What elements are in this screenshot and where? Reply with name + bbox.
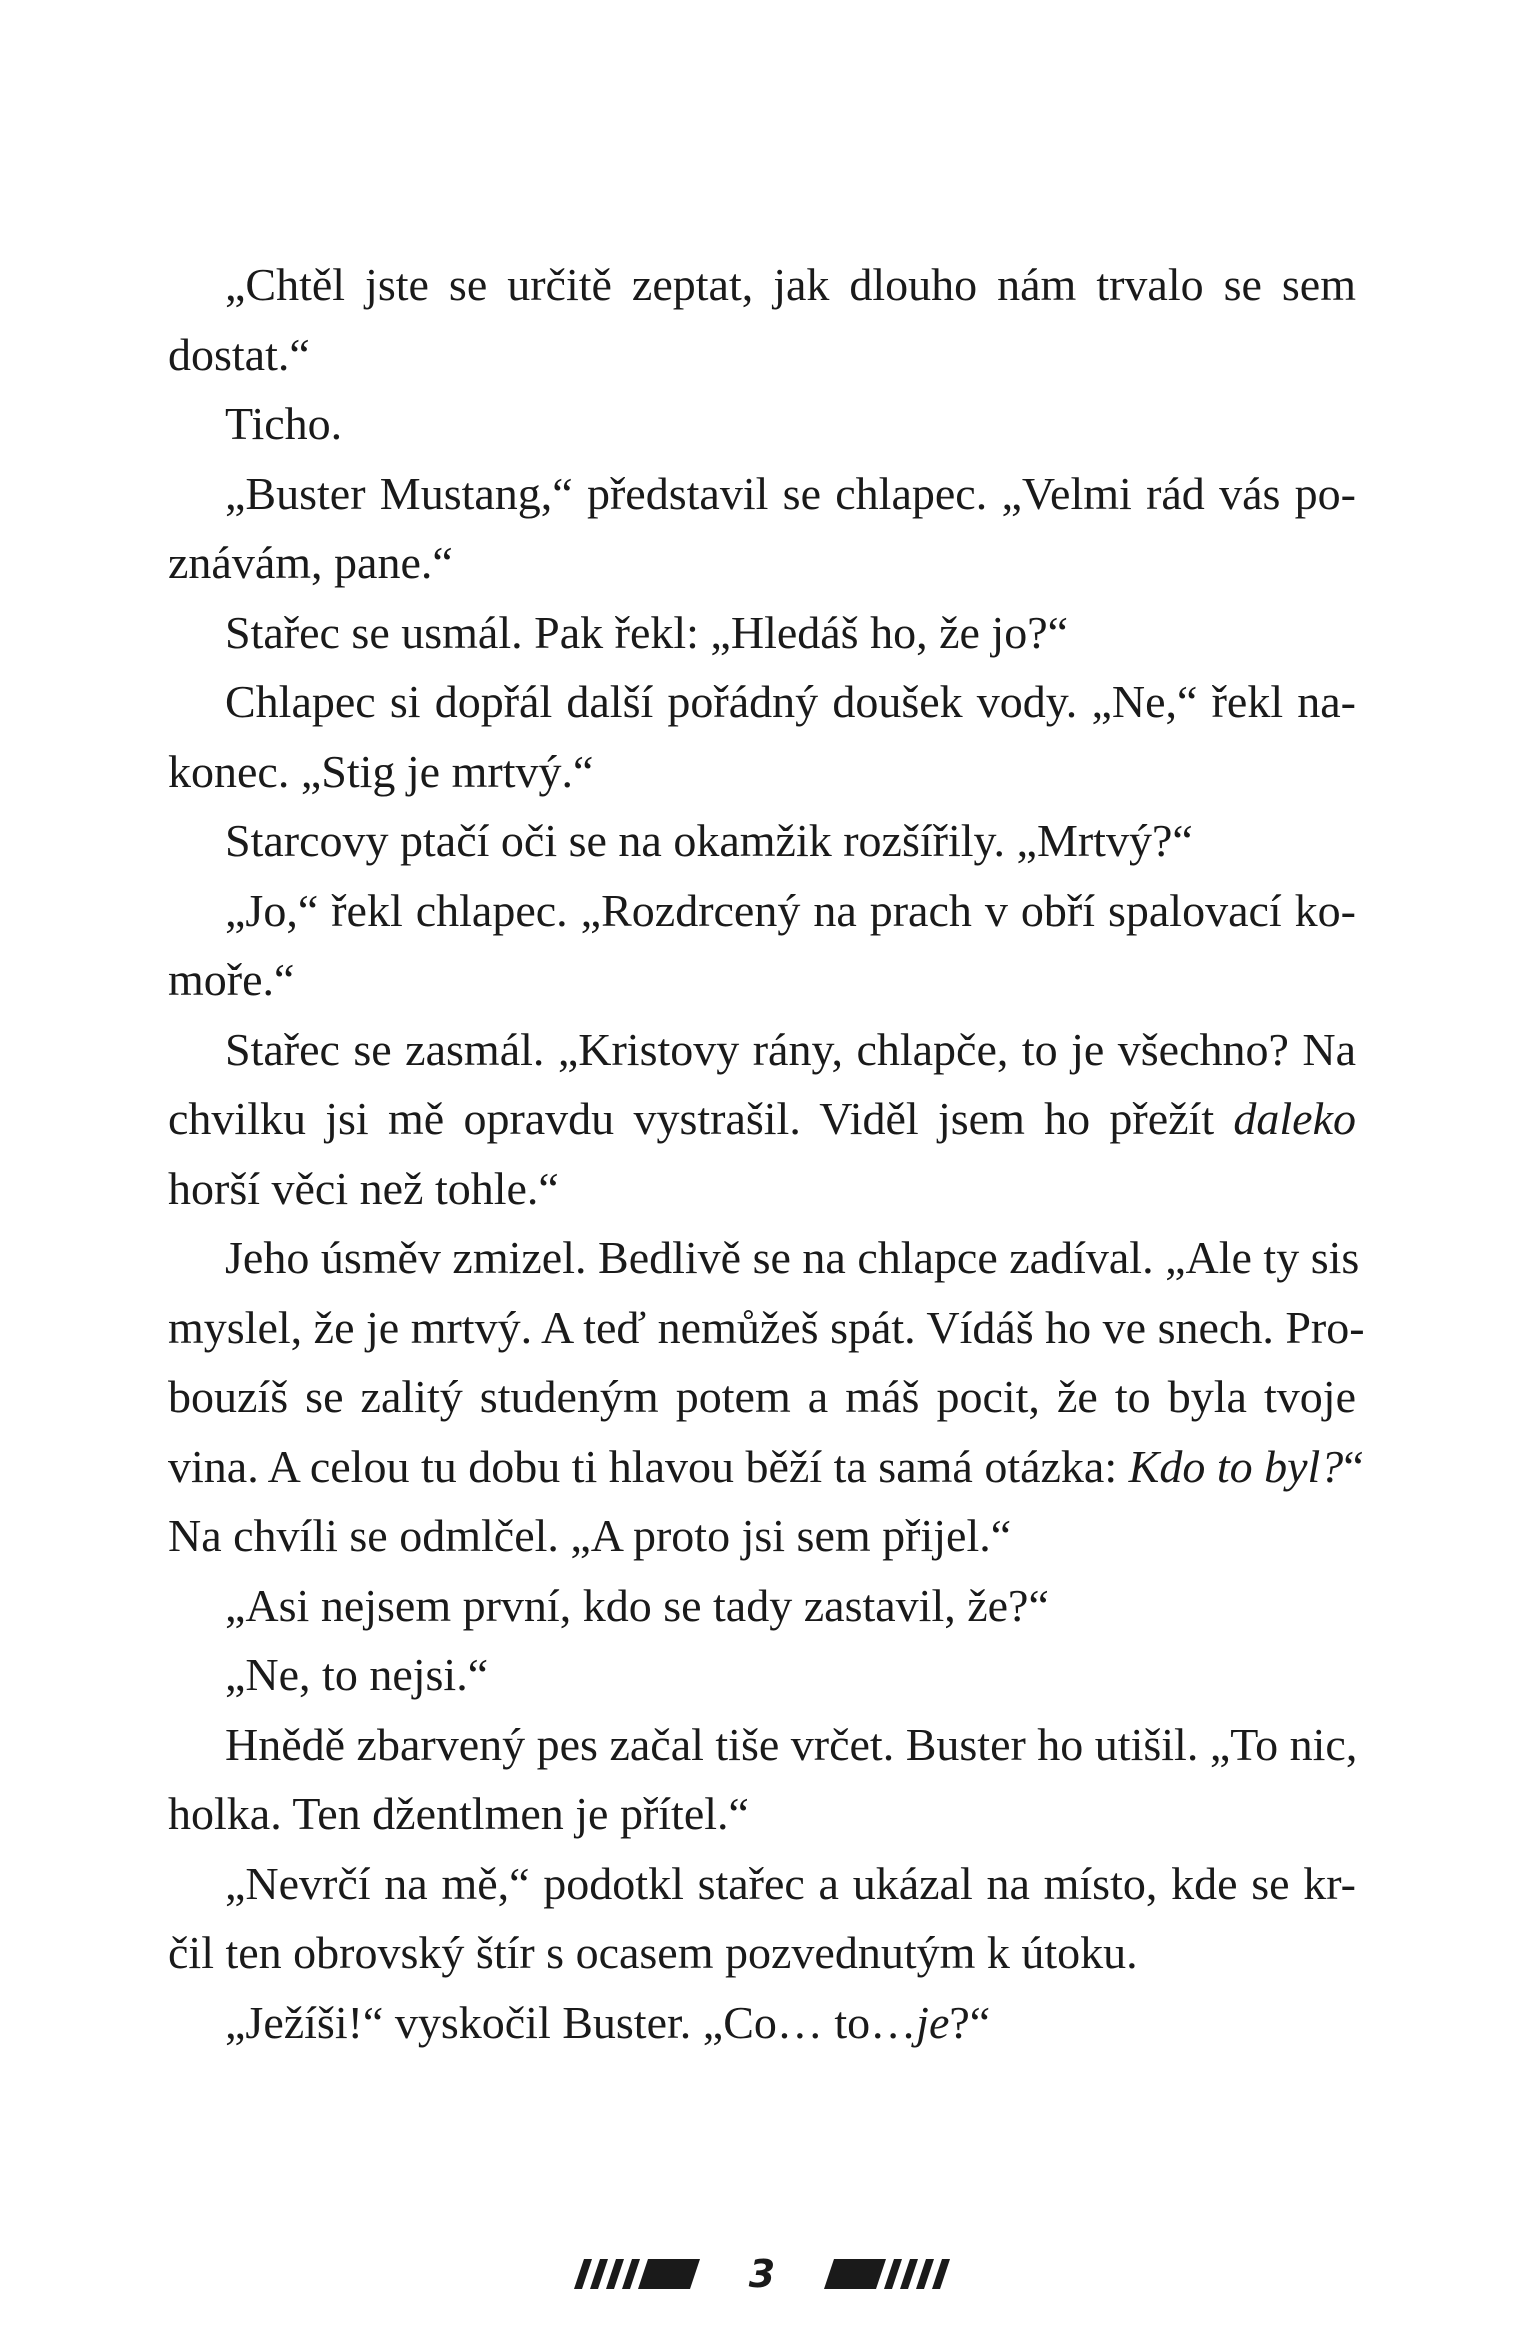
text-line: „Nevrčí na mě,“ podotkl stařec a ukázal na místo, kde se kr- bbox=[225, 1857, 1356, 1909]
text-line: „Ježíši!“ vyskočil Buster. „Co… to…je?“ bbox=[225, 1996, 991, 2048]
text-line: „Chtěl jste se určitě zeptat, jak dlouho nám trvalo se sem bbox=[225, 259, 1356, 310]
text-line: holka. Ten džentlmen je přítel.“ bbox=[168, 1788, 749, 1839]
text-line: „Buster Mustang,“ představil se chlapec. „Velmi rád vás po- bbox=[225, 467, 1356, 519]
text-line: „Jo,“ řekl chlapec. „Rozdrcený na prach v obří spalovací ko- bbox=[225, 884, 1356, 936]
text-line: konec. „Stig je mrtvý.“ bbox=[168, 745, 594, 797]
text-line: Jeho úsměv zmizel. Bedlivě se na chlapce zadíval. „Ale ty sis bbox=[225, 1232, 1360, 1283]
text-line: Chlapec si dopřál další pořádný doušek vody. „Ne,“ řekl na- bbox=[225, 676, 1356, 727]
italic-emphasis: je bbox=[916, 1996, 950, 2048]
text-line: Hnědě zbarvený pes začal tiše vrčet. Buster ho utišil. „To nic, bbox=[225, 1718, 1358, 1770]
text-line: myslel, že je mrtvý. A teď nemůžeš spát. Vídáš ho ve snech. Pro- bbox=[168, 1301, 1365, 1353]
text-line: chvilku jsi mě opravdu vystrašil. Viděl jsem ho přežít daleko bbox=[168, 1093, 1356, 1144]
text-line: Stařec se zasmál. „Kristovy rány, chlapče, to je všechno? Na bbox=[225, 1023, 1356, 1075]
slash-ornament-left bbox=[562, 2259, 702, 2289]
text-line: Ticho. bbox=[225, 398, 343, 449]
italic-emphasis: daleko bbox=[1233, 1093, 1356, 1144]
slash-ornament-right bbox=[822, 2259, 962, 2289]
page-number: 3 bbox=[748, 2252, 776, 2296]
body-text bbox=[168, 250, 1365, 2057]
text-line: „Asi nejsem první, kdo se tady zastavil, že?“ bbox=[225, 1579, 1049, 1631]
text-line: bouzíš se zalitý studeným potem a máš pocit, že to byla tvoje bbox=[168, 1371, 1356, 1422]
text-line: znávám, pane.“ bbox=[168, 537, 453, 588]
text-line: vina. A celou tu dobu ti hlavou běží ta samá otázka: Kdo to byl?“ bbox=[168, 1440, 1364, 1492]
page-footer bbox=[0, 2252, 1524, 2296]
text-line: „Ne, to nejsi.“ bbox=[225, 1649, 489, 1700]
text-line: dostat.“ bbox=[168, 328, 310, 380]
italic-emphasis: Kdo to byl? bbox=[1128, 1440, 1344, 1492]
text-line: Starcovy ptačí oči se na okamžik rozšířily. „Mrtvý?“ bbox=[225, 815, 1193, 866]
text-line: moře.“ bbox=[168, 954, 295, 1005]
text-line: Stařec se usmál. Pak řekl: „Hledáš ho, že jo?“ bbox=[225, 606, 1069, 658]
text-line: Na chvíli se odmlčel. „A proto jsi sem přijel.“ bbox=[168, 1510, 1012, 1561]
text-line: horší věci než tohle.“ bbox=[168, 1162, 559, 1214]
text-line: čil ten obrovský štír s ocasem pozvednutým k útoku. bbox=[168, 1927, 1138, 1978]
